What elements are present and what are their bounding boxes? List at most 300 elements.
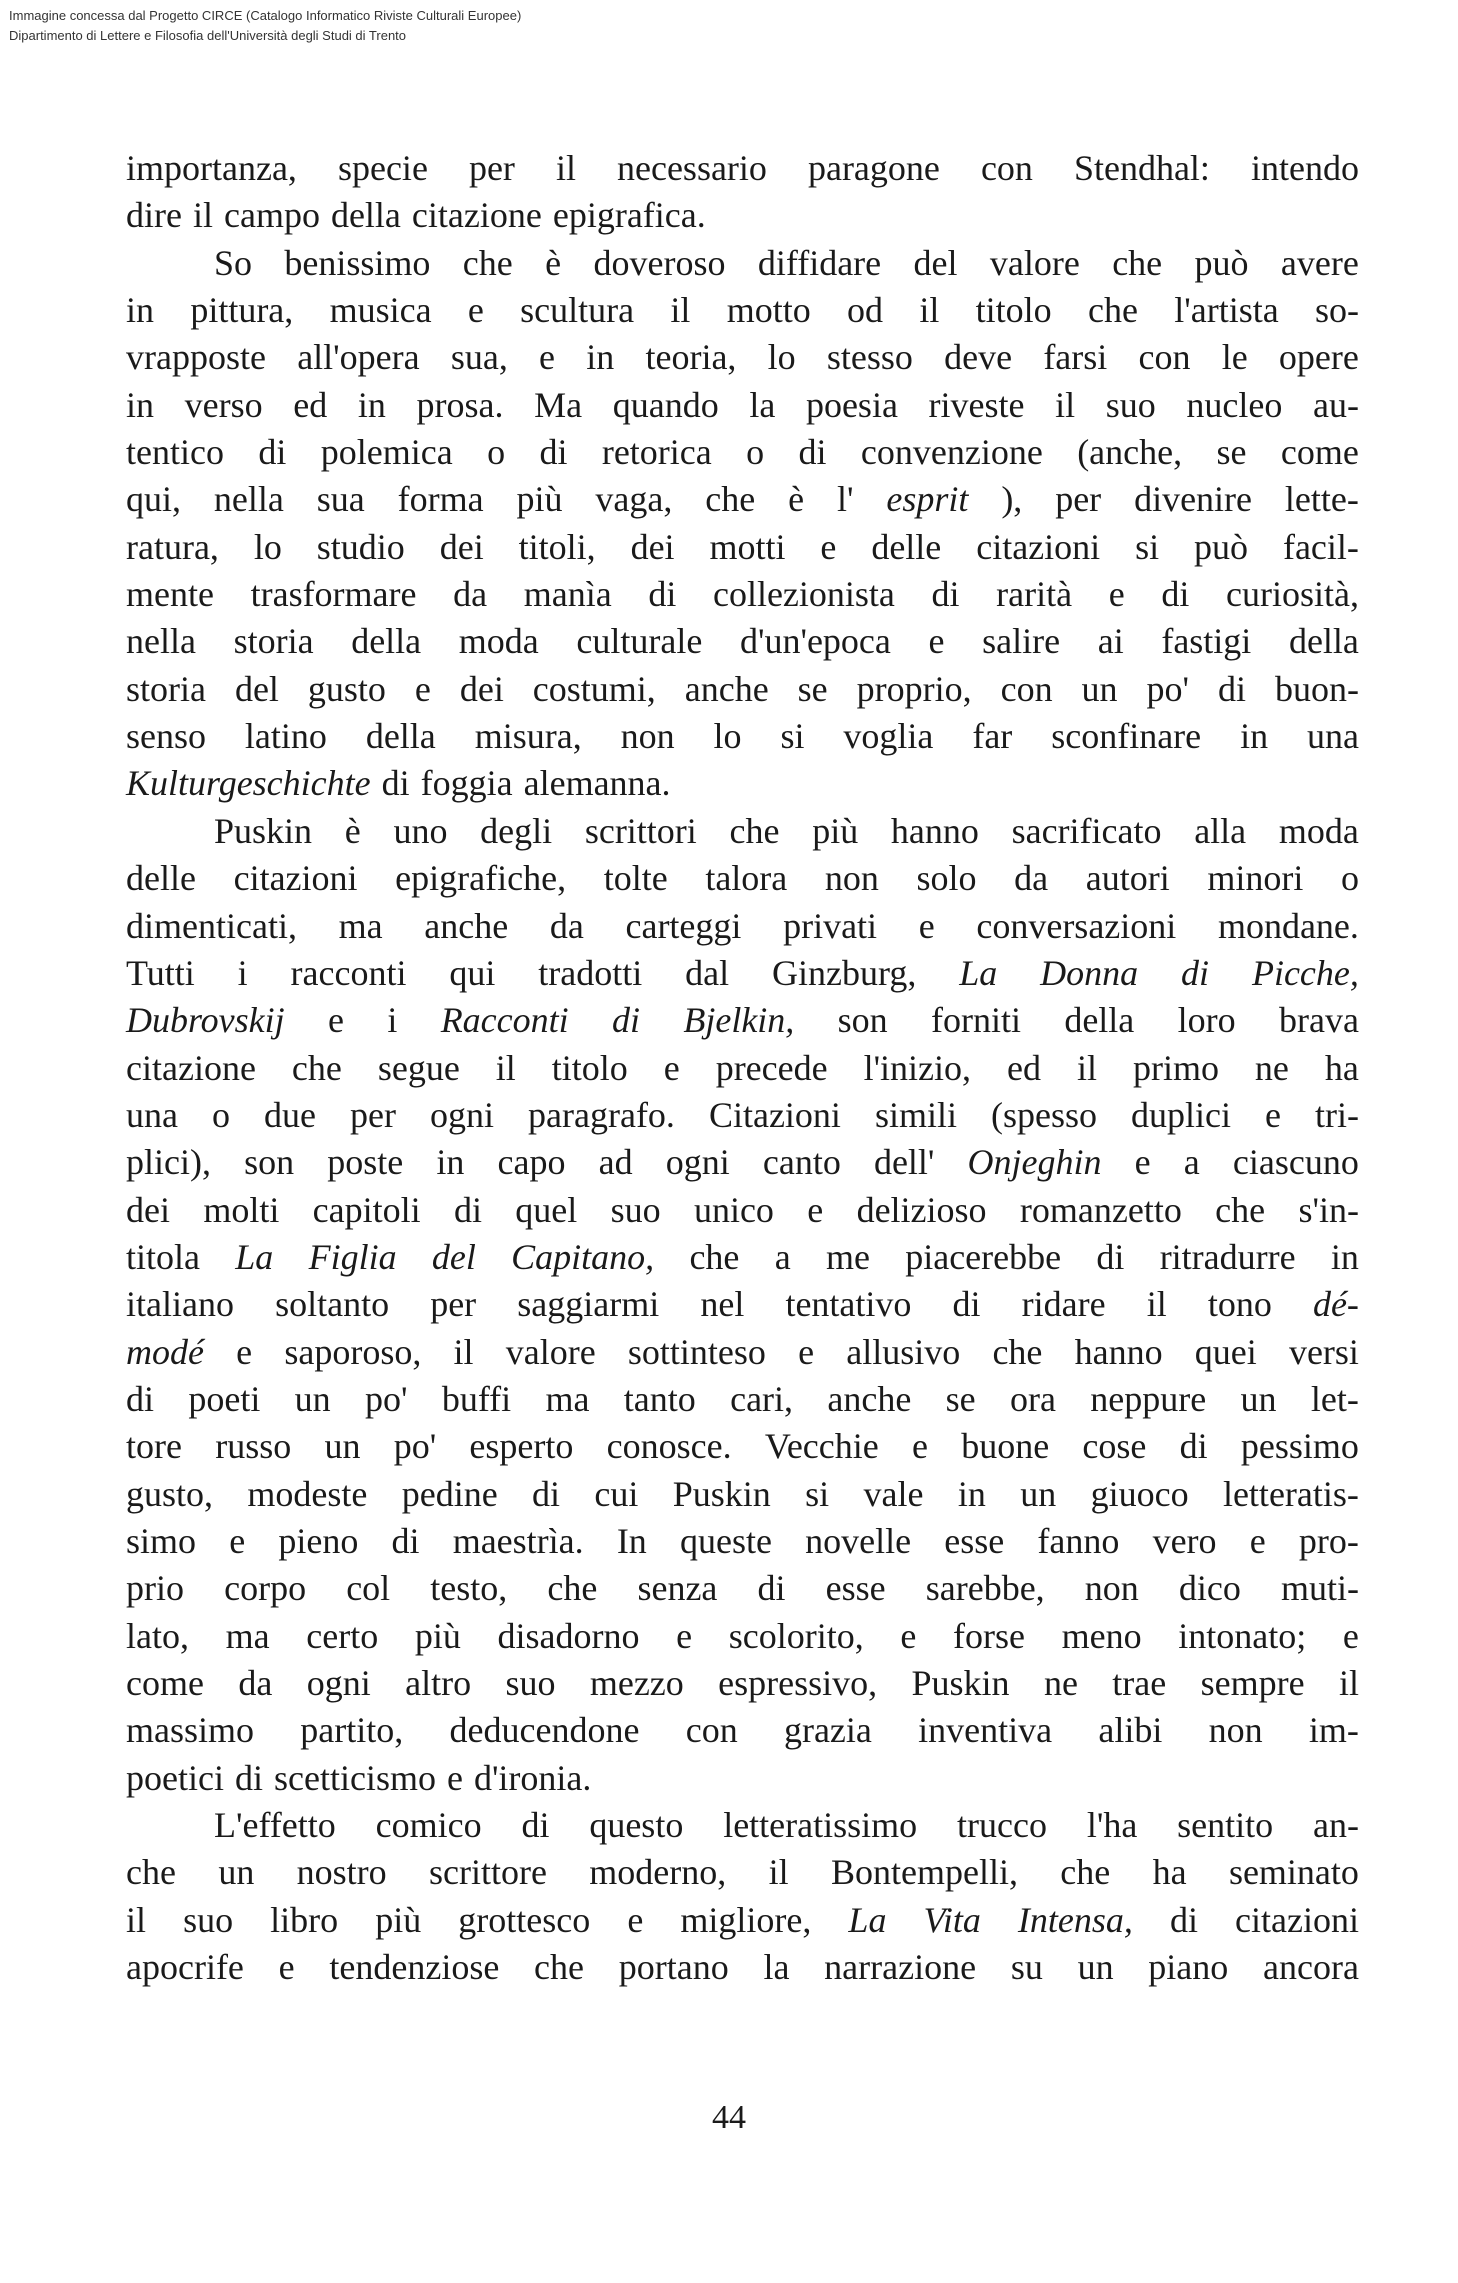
word: forse	[953, 1615, 1025, 1656]
word: della	[365, 716, 436, 757]
word: un	[324, 1426, 361, 1467]
word: deve	[944, 337, 1013, 378]
italic-word: Intensa,	[1017, 1899, 1133, 1940]
word: benissimo	[284, 242, 431, 283]
word: precede	[715, 1047, 828, 1088]
italic-word: Onjeghin	[967, 1142, 1102, 1183]
word: il	[1076, 1047, 1097, 1088]
word: trasformare	[250, 574, 417, 615]
word: titoli,	[518, 526, 596, 567]
word: la	[763, 1947, 790, 1988]
italic-word: modé	[126, 1331, 204, 1372]
text-line	[126, 1565, 1359, 1612]
word: con	[1000, 668, 1053, 709]
word: trae	[1112, 1663, 1167, 1703]
word: deducendone	[449, 1710, 640, 1751]
word: hanno	[890, 810, 979, 851]
word: epigrafiche,	[395, 858, 567, 899]
italic-word: Racconti	[440, 1000, 569, 1041]
word: non	[1084, 1568, 1139, 1609]
word: ne	[1043, 1663, 1078, 1703]
italic-word: Figlia	[308, 1236, 397, 1277]
text-line	[126, 429, 1359, 476]
word: e	[539, 337, 556, 378]
word: modeste	[247, 1473, 368, 1514]
word: suo	[183, 1899, 234, 1940]
word: due	[264, 1094, 316, 1135]
word: di	[521, 1805, 550, 1846]
word: ritradurre	[1159, 1236, 1296, 1277]
text-line	[126, 1471, 1359, 1518]
word: che	[729, 810, 780, 851]
word: buon-	[1274, 668, 1359, 709]
word: minori	[1207, 858, 1304, 899]
word: suo	[610, 1189, 661, 1230]
word: cari,	[730, 1378, 794, 1419]
word: meno	[1061, 1615, 1142, 1656]
word: muti-	[1281, 1568, 1359, 1609]
word: polemica	[320, 432, 453, 473]
word: nucleo	[1186, 384, 1283, 425]
word: capitoli	[312, 1189, 421, 1230]
word: letteratissimo	[723, 1805, 918, 1846]
text-line	[126, 1897, 1359, 1944]
word: tentico	[126, 432, 224, 473]
word: della	[1064, 1000, 1135, 1041]
word: delle	[871, 526, 942, 567]
word: scultura	[520, 290, 635, 331]
word: tri-	[1315, 1094, 1359, 1135]
word: dire	[126, 195, 182, 236]
word: per	[430, 1284, 477, 1325]
word: d'ironia.	[473, 1757, 592, 1798]
word: un	[1240, 1378, 1277, 1419]
word: di	[539, 432, 568, 473]
word: più	[516, 479, 563, 520]
word: latino	[244, 716, 327, 757]
word: di	[126, 1378, 155, 1419]
word: di	[453, 1189, 482, 1230]
word: od	[847, 290, 884, 331]
word: e	[820, 526, 837, 567]
word: neppure	[1090, 1378, 1207, 1419]
word: cose	[1082, 1426, 1147, 1467]
word: po'	[1146, 668, 1190, 709]
word: maestrìa.	[452, 1520, 584, 1561]
word: un	[294, 1378, 331, 1419]
word: a	[1183, 1142, 1200, 1183]
word: privati	[783, 905, 878, 946]
word: simo	[126, 1520, 197, 1561]
text-line	[126, 571, 1359, 618]
italic-word: La	[848, 1899, 887, 1940]
word: vrapposte	[126, 337, 266, 378]
word: in	[126, 290, 155, 331]
text-line	[126, 1187, 1359, 1234]
word: in	[586, 337, 615, 378]
word: segue	[377, 1047, 460, 1088]
word: di	[1096, 1236, 1125, 1277]
word: Bontempelli,	[830, 1852, 1018, 1893]
word: esperto	[469, 1426, 574, 1467]
word: lo	[767, 337, 796, 378]
word: una	[126, 1094, 178, 1135]
text-line	[126, 382, 1359, 429]
word: il	[126, 1899, 147, 1940]
word: son	[837, 1000, 888, 1041]
word: in	[357, 384, 386, 425]
word: riveste	[928, 384, 1025, 425]
text-line	[126, 1092, 1359, 1139]
word: prosa.	[416, 384, 504, 425]
word: intendo	[1250, 148, 1359, 188]
word: del	[913, 242, 958, 283]
word: qui	[449, 952, 496, 993]
italic-word: Dubrovskij	[126, 1000, 285, 1041]
word: racconti	[290, 952, 407, 993]
word: esse	[944, 1520, 1005, 1561]
word: mezzo	[589, 1663, 684, 1703]
word: dico	[1178, 1568, 1241, 1609]
word: lato,	[126, 1615, 189, 1656]
word: anche	[827, 1378, 912, 1419]
word: un	[218, 1852, 255, 1893]
word: che	[992, 1331, 1043, 1372]
word: e	[1108, 574, 1125, 615]
word: citazione	[411, 195, 542, 236]
word: degli	[480, 810, 553, 851]
italic-word: La	[959, 952, 998, 993]
word: e	[414, 668, 431, 709]
word: scolorito,	[728, 1615, 864, 1656]
word: storia	[233, 621, 314, 662]
word: piano	[1148, 1947, 1229, 1988]
word: dei	[630, 526, 675, 567]
word: sacrificato	[1011, 810, 1162, 851]
word: ogni	[665, 1142, 730, 1183]
word: titola	[126, 1236, 200, 1277]
word: alibi	[1098, 1710, 1163, 1751]
word: poetici	[126, 1757, 224, 1798]
text-line	[126, 1755, 1359, 1802]
word: il	[670, 290, 691, 331]
text-line	[126, 1329, 1359, 1376]
text-line	[126, 1281, 1359, 1328]
word: trucco	[957, 1805, 1047, 1846]
word: molti	[203, 1189, 280, 1230]
word: Ma	[534, 384, 583, 425]
word: buffi	[441, 1378, 512, 1419]
word: forniti	[931, 1000, 1021, 1041]
text-line	[126, 1376, 1359, 1423]
word: come	[1280, 432, 1359, 473]
word: il	[495, 1047, 516, 1088]
word: rarità	[996, 574, 1073, 615]
word: apocrife	[126, 1947, 244, 1988]
word: sempre	[1200, 1663, 1305, 1703]
word: si	[1135, 526, 1160, 567]
word: e	[911, 1426, 928, 1467]
word: quando	[612, 384, 719, 425]
word: campo	[223, 195, 320, 236]
word: della	[351, 621, 422, 662]
word: divenire	[1134, 479, 1253, 520]
word: suo	[505, 1663, 556, 1703]
word: grottesco	[458, 1899, 591, 1940]
word: talora	[705, 858, 788, 899]
word: tradotti	[538, 952, 643, 993]
word: per	[1055, 479, 1102, 520]
word: letteratis-	[1222, 1473, 1359, 1514]
word: tolte	[603, 858, 668, 899]
word: ed	[1007, 1047, 1041, 1088]
word: poste	[327, 1142, 404, 1183]
word: misura,	[474, 716, 582, 757]
text-line	[126, 997, 1359, 1044]
word: sarebbe,	[925, 1568, 1045, 1609]
word: musica	[329, 290, 432, 331]
text-line	[126, 145, 1359, 192]
word: ogni	[430, 1094, 495, 1135]
word: far	[972, 716, 1013, 757]
word: di	[1161, 574, 1190, 615]
word: solo	[916, 858, 977, 899]
word: manìa	[523, 574, 612, 615]
italic-word: dé-	[1312, 1284, 1359, 1325]
word: fanno	[1037, 1520, 1120, 1561]
word: ridare	[1021, 1284, 1106, 1325]
text-line	[126, 287, 1359, 334]
word: saporoso,	[284, 1331, 422, 1372]
word: salire	[982, 621, 1061, 662]
word: plici),	[126, 1142, 211, 1183]
italic-word: di	[1181, 952, 1210, 993]
word: allusivo	[846, 1331, 961, 1372]
word: dei	[439, 526, 484, 567]
word: Puskin	[214, 810, 313, 851]
word: tentativo	[785, 1284, 912, 1325]
word: versi	[1288, 1331, 1359, 1372]
italic-word: Capitano,	[511, 1236, 655, 1277]
word: proprio,	[856, 668, 972, 709]
word: con	[1138, 337, 1191, 378]
word: costumi,	[532, 668, 656, 709]
word: intonato;	[1178, 1615, 1307, 1656]
word: questo	[589, 1805, 684, 1846]
word: delizioso	[856, 1189, 987, 1230]
word: il	[1338, 1663, 1359, 1703]
word: epigrafica.	[552, 195, 706, 236]
word: mondane.	[1217, 905, 1359, 946]
word: disadorno	[497, 1615, 640, 1656]
word: e	[467, 290, 484, 331]
word: che	[126, 1852, 176, 1893]
word: della	[1288, 621, 1359, 662]
word: ma	[225, 1615, 270, 1656]
word: opere	[1278, 337, 1359, 378]
word: tanto	[623, 1378, 696, 1419]
word: importanza,	[126, 148, 297, 188]
word: scrittori	[584, 810, 697, 851]
word: migliore,	[680, 1899, 812, 1940]
word: di	[1179, 1426, 1208, 1467]
word: di	[1217, 668, 1246, 709]
word: col	[346, 1568, 391, 1609]
word: e	[627, 1899, 644, 1940]
word: me	[825, 1236, 870, 1277]
word: suo	[1105, 384, 1156, 425]
word: stesso	[826, 337, 913, 378]
body-text	[126, 145, 1359, 1991]
word: su	[1010, 1947, 1043, 1988]
word: e	[798, 1331, 815, 1372]
text-line	[126, 1944, 1359, 1991]
word: e	[229, 1520, 246, 1561]
word: con	[685, 1710, 738, 1751]
word: buone	[961, 1426, 1050, 1467]
text-line	[126, 1139, 1359, 1186]
word: esse	[825, 1568, 886, 1609]
word: e	[1342, 1615, 1359, 1656]
word: gusto	[307, 668, 386, 709]
word: corpo	[224, 1568, 307, 1609]
word: l'inizio,	[863, 1047, 972, 1088]
word: il	[919, 290, 940, 331]
text-line	[126, 1423, 1359, 1470]
text-line	[126, 1045, 1359, 1092]
word: (anche,	[1077, 432, 1183, 473]
word: comico	[375, 1805, 482, 1846]
word: se	[1216, 432, 1247, 473]
word: in	[1330, 1236, 1359, 1277]
word: simili	[874, 1094, 957, 1135]
word: dell'	[873, 1142, 935, 1183]
text-line	[126, 240, 1359, 287]
word: brava	[1278, 1000, 1359, 1041]
text-line	[126, 713, 1359, 760]
word: L'effetto	[214, 1805, 336, 1846]
text-line	[126, 1802, 1359, 1849]
word: duplici	[1131, 1094, 1231, 1135]
word: un	[1077, 1947, 1114, 1988]
word: sua,	[450, 337, 508, 378]
word: si	[780, 716, 805, 757]
word: loro	[1177, 1000, 1236, 1041]
word: di	[757, 1568, 786, 1609]
word: Puskin	[672, 1473, 771, 1514]
word: che	[1215, 1189, 1266, 1230]
word: conosce.	[606, 1426, 732, 1467]
text-line	[126, 1234, 1359, 1281]
word: citazioni	[976, 526, 1101, 567]
text-line	[126, 760, 1359, 807]
text-line	[126, 1707, 1359, 1754]
word: giuoco	[1090, 1473, 1189, 1514]
word: più	[375, 1899, 422, 1940]
word: testo,	[430, 1568, 508, 1609]
word: citazione	[126, 1047, 256, 1088]
text-line	[126, 334, 1359, 381]
word: la	[749, 384, 776, 425]
word: In	[616, 1520, 647, 1561]
word: studio	[316, 526, 405, 567]
word: non	[620, 716, 675, 757]
word: ora	[1009, 1378, 1056, 1419]
word: e	[918, 905, 935, 946]
word: in	[126, 384, 155, 425]
word: tore	[126, 1426, 182, 1467]
word: seminato	[1228, 1852, 1359, 1893]
word: capo	[497, 1142, 566, 1183]
word: di	[234, 1757, 263, 1798]
word: ),	[1001, 479, 1023, 520]
credit-line: Dipartimento di Lettere e Filosofia dell'Università degli Studi di Trento	[9, 28, 407, 43]
word: può	[1194, 526, 1249, 567]
word: dal	[685, 952, 730, 993]
word: Citazioni	[708, 1094, 841, 1135]
word: i	[387, 1000, 398, 1041]
word: tendenziose	[329, 1947, 500, 1988]
word: moda	[1278, 810, 1359, 851]
word: all'opera	[297, 337, 420, 378]
word: di	[391, 1520, 420, 1561]
word: specie	[337, 148, 428, 188]
word: lette-	[1284, 479, 1359, 520]
italic-word: Vita	[923, 1899, 981, 1940]
word: valore	[505, 1331, 596, 1372]
word: nostro	[296, 1852, 387, 1893]
italic-word: del	[431, 1236, 476, 1277]
word: di	[798, 432, 827, 473]
word: è	[344, 810, 361, 851]
word: ma	[338, 905, 383, 946]
word: d'un'epoca	[739, 621, 891, 662]
word: dei	[459, 668, 504, 709]
word: mente	[126, 574, 214, 615]
text-line	[126, 666, 1359, 713]
word: non	[824, 858, 879, 899]
word: unico	[693, 1189, 774, 1230]
word: paragone	[807, 148, 940, 188]
word: si	[805, 1473, 830, 1514]
word: può	[1194, 242, 1249, 283]
word: autori	[1085, 858, 1170, 899]
word: il	[555, 148, 576, 188]
word: di	[648, 574, 677, 615]
word: quei	[1194, 1331, 1257, 1372]
word: il	[768, 1852, 789, 1893]
word: l'	[837, 479, 854, 520]
word: e	[676, 1615, 693, 1656]
word: vero	[1152, 1520, 1217, 1561]
word: saggiarmi	[517, 1284, 660, 1325]
word: l'ha	[1086, 1805, 1138, 1846]
word: piacerebbe	[905, 1236, 1062, 1277]
word: che	[1060, 1852, 1111, 1893]
word: anche	[424, 905, 509, 946]
word: scrittore	[429, 1852, 547, 1893]
word: gusto,	[126, 1473, 214, 1514]
italic-word: Bjelkin,	[683, 1000, 795, 1041]
word: citazioni	[1235, 1899, 1359, 1940]
word: curiosità,	[1225, 574, 1359, 615]
word: pittura,	[190, 290, 294, 331]
word: quel	[515, 1189, 578, 1230]
word: se	[797, 668, 828, 709]
word: ed	[293, 384, 328, 425]
word: o	[1341, 858, 1359, 899]
word: an-	[1313, 1805, 1359, 1846]
